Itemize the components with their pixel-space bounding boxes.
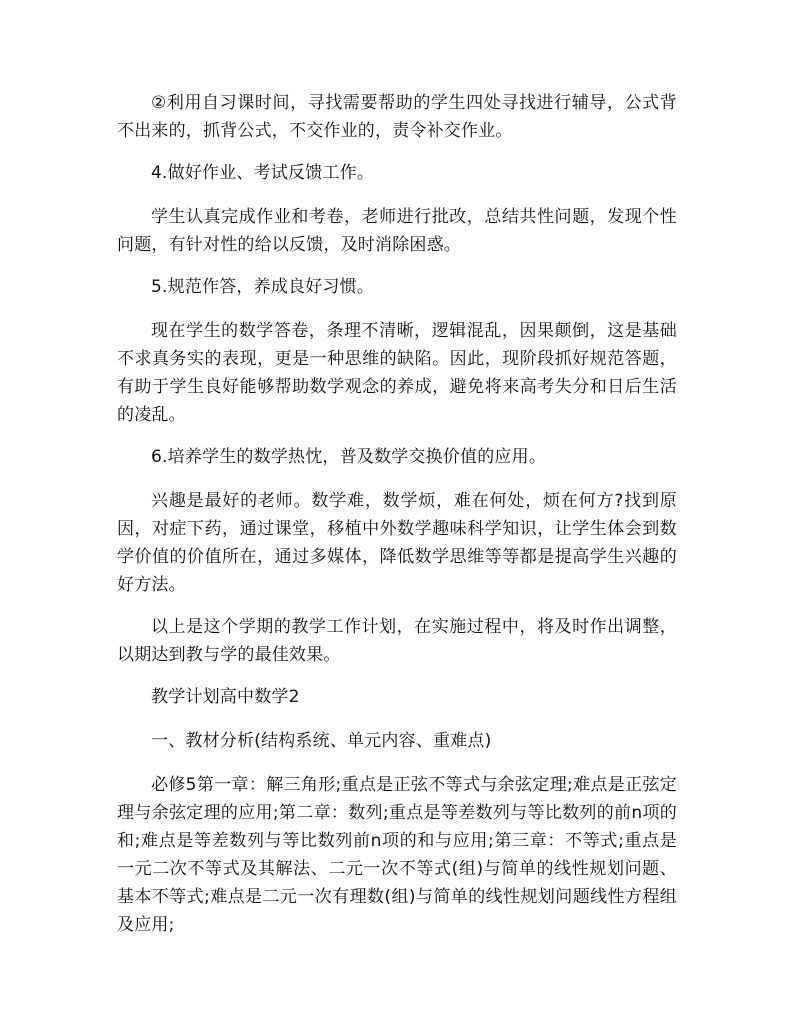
section-title: 教学计划高中数学2	[151, 687, 300, 707]
heading-feedback: 4.做好作业、考试反馈工作。	[151, 163, 375, 183]
paragraph-tutoring: ②利用自习课时间，寻找需要帮助的学生四处寻找进行辅导，公式背不出来的，抓背公式，不交作业的，责令补交作业。	[117, 93, 677, 141]
heading-analysis: 一、教材分析(结构系统、单元内容、重难点)	[151, 731, 492, 751]
paragraph-summary: 以上是这个学期的教学工作计划，在实施过程中，将及时作出调整，以期达到教与学的最佳效果。	[117, 617, 677, 665]
paragraph-feedback: 学生认真完成作业和考卷，老师进行批改，总结共性问题，发现个性问题，有针对性的给以反馈，及时消除困惑。	[117, 207, 677, 255]
document-body	[117, 89, 677, 953]
paragraph-interest: 兴趣是最好的老师。数学难，数学烦，难在何处，烦在何方?找到原因，对症下药，通过课堂，移植中外数学趣味科学知识，让学生体会到数学价值的价值所在，通过多媒体，降低数学思维等等都是提高学生兴趣的好方法。	[117, 491, 677, 595]
heading-interest: 6.培养学生的数学热忱，普及数学交换价值的应用。	[151, 447, 547, 467]
heading-habits: 5.规范作答，养成良好习惯。	[151, 277, 375, 297]
paragraph-habits: 现在学生的数学答卷，条理不清晰，逻辑混乱，因果颠倒，这是基础不求真务实的表现，更是一种思维的缺陷。因此，现阶段抓好规范答题，有助于学生良好能够帮助数学观念的养成，避免将来高考失分和日后生活的凌乱。	[117, 321, 677, 425]
paragraph-analysis: 必修5第一章：解三角形;重点是正弦不等式与余弦定理;难点是正弦定理与余弦定理的应用;第二章：数列;重点是等差数列与等比数列的前n项的和;难点是等差数列与等比数列前n项的和与应用;第三章：不等式;重点是一元二次不等式及其解法、二元一次不等式(组)与简单的线性规划问题、基本不等式;难点是二元一次有理数(组)与简单的线性规划问题线性方程组及应用;	[117, 775, 677, 935]
